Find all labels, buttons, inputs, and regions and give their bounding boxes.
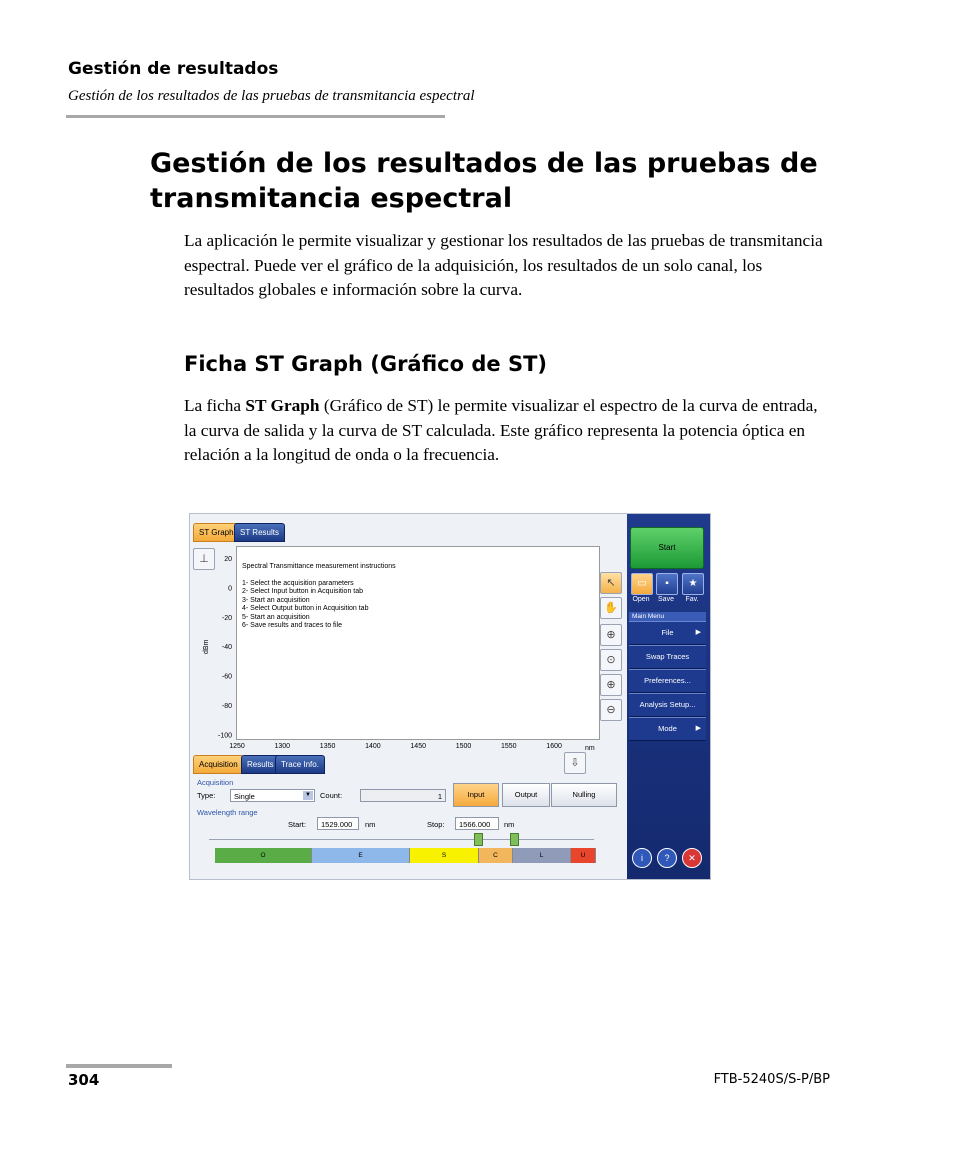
save-label: Save (658, 596, 674, 603)
section-heading: Ficha ST Graph (Gráfico de ST) (184, 352, 547, 376)
favorite-star-icon[interactable]: ★ (682, 573, 704, 595)
main-menu-title: Main Menu (629, 612, 706, 621)
y-tick-label: 20 (224, 556, 232, 563)
marker-icon[interactable]: ⊥ (193, 548, 215, 570)
y-tick-label: 0 (228, 585, 232, 593)
intro-paragraph: La aplicación le permite visualizar y gestionar los resultados de las pruebas de transmitancia espectral. Puede ver el gráfico de la adquisición, los resultados de un solo canal, los resultados globales e información sobre la curva. (184, 231, 823, 299)
tab-trace-info[interactable]: Trace Info. (275, 755, 325, 774)
wavelength-group-label: Wavelength range (197, 808, 258, 817)
band-u: U (571, 848, 596, 863)
band-c: C (479, 848, 513, 863)
application-screenshot (189, 513, 711, 880)
instruction-line: 6- Save results and traces to file (242, 622, 342, 629)
zoom-area-icon[interactable]: ⊕ (600, 624, 622, 646)
graph-area[interactable] (236, 546, 600, 740)
page-title: Gestión de los resultados de las pruebas de transmitancia espectral (150, 148, 818, 214)
y-tick-label: -60 (221, 673, 232, 681)
start-label: Start: (288, 820, 306, 829)
band-e: E (312, 848, 410, 863)
st-graph-paragraph (184, 394, 834, 468)
close-icon[interactable]: ✕ (682, 848, 702, 868)
y-tick-label: -40 (221, 644, 232, 652)
menu-item-mode[interactable] (629, 717, 706, 741)
zoom-in-icon[interactable]: ⊕ (600, 674, 622, 696)
y-tick-label: -80 (221, 703, 232, 710)
y-axis-label: dBm (203, 639, 210, 654)
x-tick-label: 1500 (455, 743, 472, 750)
band-l: L (513, 848, 571, 863)
instruction-line: 5- Start an acquisition (242, 613, 310, 621)
save-disk-icon[interactable]: ▪ (656, 573, 678, 595)
menu-item-preferences[interactable]: Preferences... (629, 669, 706, 693)
y-tick-label: -20 (221, 614, 232, 622)
stop-wavelength-field[interactable]: 1566.000 (455, 817, 499, 830)
y-axis-ticks (218, 556, 232, 739)
para-text: (Gráfico de ST) le permite visualizar el espectro de la curva de entrada, la curva de salida y la curva de ST calculada. Este gráfico representa la potencia óptica en relación a la longitud de onda o la frecuencia. (184, 396, 818, 464)
range-slider-track[interactable] (209, 839, 594, 840)
type-label: Type: (197, 791, 216, 800)
pointer-icon[interactable]: ↖ (600, 572, 622, 594)
instruction-line: 2- Select Input button in Acquisition tab (242, 588, 364, 595)
instructions (242, 563, 396, 631)
type-select-value: Single (234, 792, 255, 801)
instruction-line: 3- Start an acquisition (242, 596, 310, 604)
band-s: S (410, 848, 479, 863)
x-tick-label: 1250 (229, 743, 245, 750)
y-tick-label: -100 (217, 732, 232, 740)
hand-pan-icon[interactable]: ✋ (600, 597, 622, 619)
arrow-right-icon: ▶ (695, 629, 701, 636)
start-wavelength-field[interactable]: 1529.000 (317, 817, 359, 830)
para-bold-term: ST Graph (245, 396, 320, 415)
page-number: 304 (68, 1071, 100, 1089)
input-button[interactable]: Input (453, 783, 499, 807)
menu-item-analysis-setup[interactable]: Analysis Setup... (629, 693, 706, 717)
count-field[interactable]: 1 (360, 789, 446, 802)
tab-st-graph[interactable]: ST Graph (193, 523, 240, 542)
x-axis-ticks (229, 743, 562, 750)
range-slider-start-handle[interactable] (474, 833, 483, 846)
menu-item-label: Mode (658, 724, 677, 733)
x-tick-label: 1300 (274, 743, 291, 750)
nulling-button[interactable]: Nulling (551, 783, 617, 807)
open-folder-icon[interactable]: ▭ (631, 573, 653, 595)
x-tick-label: 1550 (501, 743, 517, 750)
instruction-title: Spectral Transmittance measurement instructions (242, 563, 396, 570)
tab-acquisition[interactable]: Acquisition (193, 755, 244, 774)
fav-label: Fav. (685, 596, 699, 603)
open-label: Open (632, 596, 650, 603)
x-tick-label: 1350 (319, 743, 336, 750)
menu-item-label: File (661, 628, 674, 637)
main-menu-panel (627, 514, 710, 879)
acquisition-group-label: Acquisition (197, 778, 234, 787)
chevron-down-icon[interactable]: ▼ (303, 791, 313, 800)
running-header-subsection: Gestión de los resultados de las pruebas de transmitancia espectral (68, 88, 475, 104)
tab-results[interactable]: Results (241, 755, 280, 774)
range-slider-stop-handle[interactable] (510, 833, 519, 846)
x-tick-label: 1400 (365, 743, 381, 750)
x-tick-label: 1600 (546, 743, 562, 750)
header-rule (66, 115, 445, 118)
menu-item-swap-traces[interactable]: Swap Traces (629, 645, 706, 669)
band-o: O (215, 848, 312, 863)
type-select[interactable] (230, 789, 315, 802)
zoom-reset-icon[interactable]: ⊙ (600, 649, 622, 671)
tab-st-results[interactable]: ST Results (234, 523, 285, 542)
instruction-line: 4- Select Output button in Acquisition tab (242, 605, 369, 612)
help-icon[interactable]: ? (657, 848, 677, 868)
arrow-right-icon: ▶ (695, 725, 701, 732)
x-tick-label: 1450 (410, 743, 426, 750)
stop-unit: nm (504, 820, 515, 829)
zoom-out-icon[interactable]: ⊖ (600, 699, 622, 721)
x-axis-unit: nm (585, 745, 595, 752)
footer-rule (66, 1064, 172, 1068)
output-button[interactable]: Output (502, 783, 550, 807)
running-header-section: Gestión de resultados (68, 59, 279, 79)
start-button[interactable]: Start (630, 527, 704, 569)
para-text: La ficha (184, 396, 246, 415)
info-icon[interactable]: i (632, 848, 652, 868)
instruction-line: 1- Select the acquisition parameters (242, 579, 354, 587)
start-unit: nm (365, 820, 376, 829)
menu-item-file[interactable] (629, 621, 706, 645)
arrow-down-icon[interactable]: ⇩ (564, 752, 586, 774)
stop-label: Stop: (427, 820, 445, 829)
count-label: Count: (320, 791, 343, 800)
product-model: FTB-5240S/S-P/BP (713, 1072, 830, 1087)
